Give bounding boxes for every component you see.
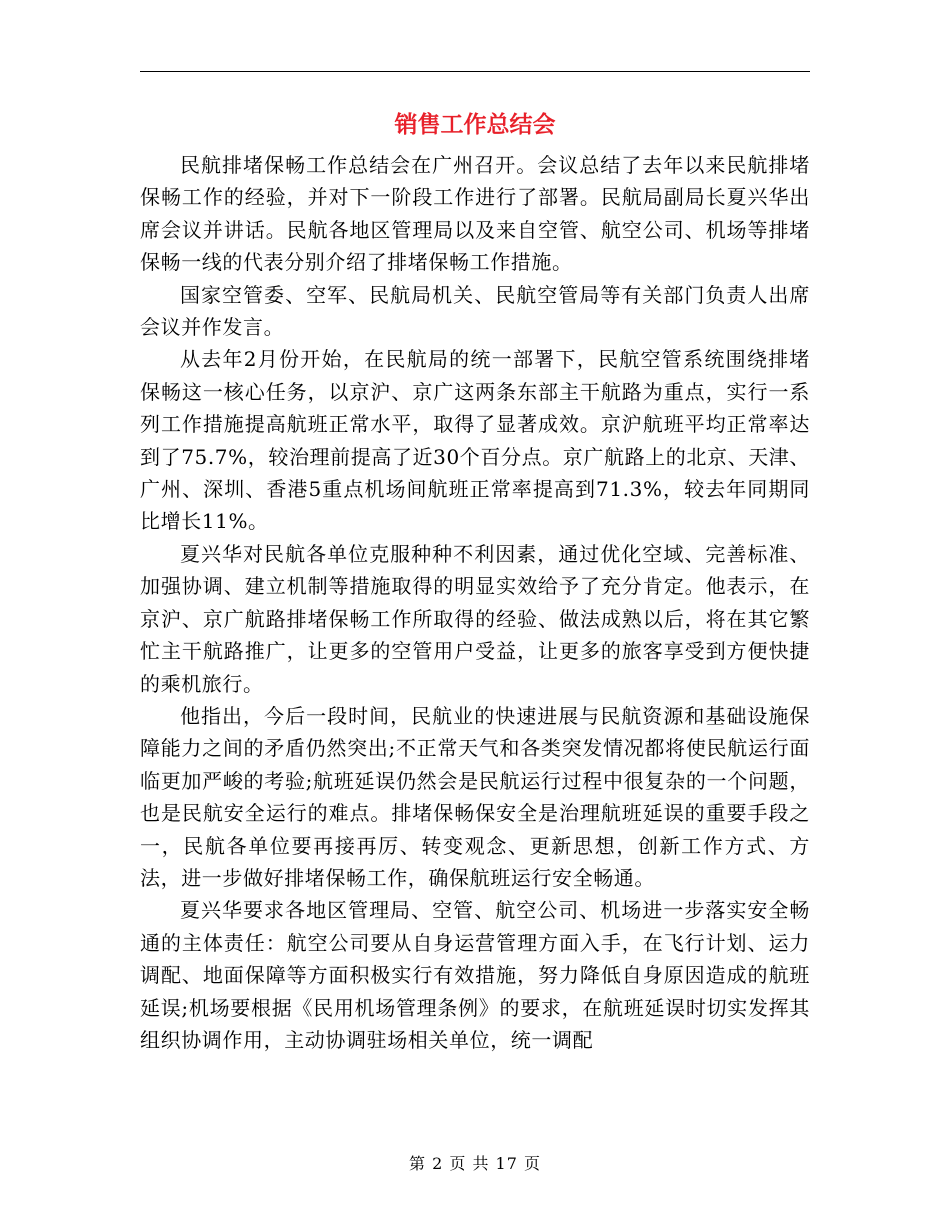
footer-total-pages: 17 bbox=[495, 1154, 518, 1173]
footer-page-number: 2 bbox=[432, 1154, 444, 1173]
footer-suffix: 页 bbox=[524, 1154, 542, 1173]
paragraph-5: 他指出，今后一段时间，民航业的快速进展与民航资源和基础设施保障能力之间的矛盾仍然突出;不正常天气和各类突发情况都将使民航运行面临更加严峻的考验;航班延误仍然会是民航运行过程中很复杂的一个问题，也是民航安全运行的难点。排堵保畅保安全是治理航班延误的重要手段之一，民航各单位要再接再厉、转变观念、更新思想，创新工作方式、方法，进一步做好排堵保畅工作，确保航班运行安全畅通。 bbox=[140, 703, 810, 890]
page-footer bbox=[0, 1152, 950, 1176]
paragraph-1: 民航排堵保畅工作总结会在广州召开。会议总结了去年以来民航排堵保畅工作的经验，并对下一阶段工作进行了部署。民航局副局长夏兴华出席会议并讲话。民航各地区管理局以及来自空管、航空公司、机场等排堵保畅一线的代表分别介绍了排堵保畅工作措施。 bbox=[140, 153, 810, 275]
document-title: 销售工作总结会 bbox=[394, 112, 556, 138]
paragraph-4: 夏兴华对民航各单位克服种种不利因素，通过优化空域、完善标准、加强协调、建立机制等措施取得的明显实效给予了充分肯定。他表示，在京沪、京广航路排堵保畅工作所取得的经验、做法成熟以后，将在其它繁忙主干航路推广，让更多的空管用户受益，让更多的旅客享受到方便快捷的乘机旅行。 bbox=[140, 541, 810, 696]
paragraph-2: 国家空管委、空军、民航局机关、民航空管局等有关部门负责人出席会议并作发言。 bbox=[140, 282, 810, 340]
footer-prefix: 第 bbox=[408, 1154, 426, 1173]
header-rule bbox=[140, 71, 810, 72]
document-body bbox=[140, 149, 810, 1056]
footer-middle: 页 共 bbox=[449, 1154, 490, 1173]
paragraph-3: 从去年2月份开始，在民航局的统一部署下，民航空管系统围绕排堵保畅这一核心任务，以京沪、京广这两条东部主干航路为重点，实行一系列工作措施提高航班正常水平，取得了显著成效。京沪航班平均正常率达到了75.7%，较治理前提高了近30个百分点。京广航路上的北京、天津、广州、深圳、香港5重点机场间航班正常率提高到71.3%，较去年同期同比增长11%。 bbox=[140, 347, 810, 534]
paragraph-6: 夏兴华要求各地区管理局、空管、航空公司、机场进一步落实安全畅通的主体责任：航空公司要从自身运营管理方面入手，在飞行计划、运力调配、地面保障等方面积极实行有效措施，努力降低自身原因造成的航班延误;机场要根据《民用机场管理条例》的要求，在航班延误时切实发挥其组织协调作用，主动协调驻场相关单位，统一调配 bbox=[140, 898, 810, 1052]
